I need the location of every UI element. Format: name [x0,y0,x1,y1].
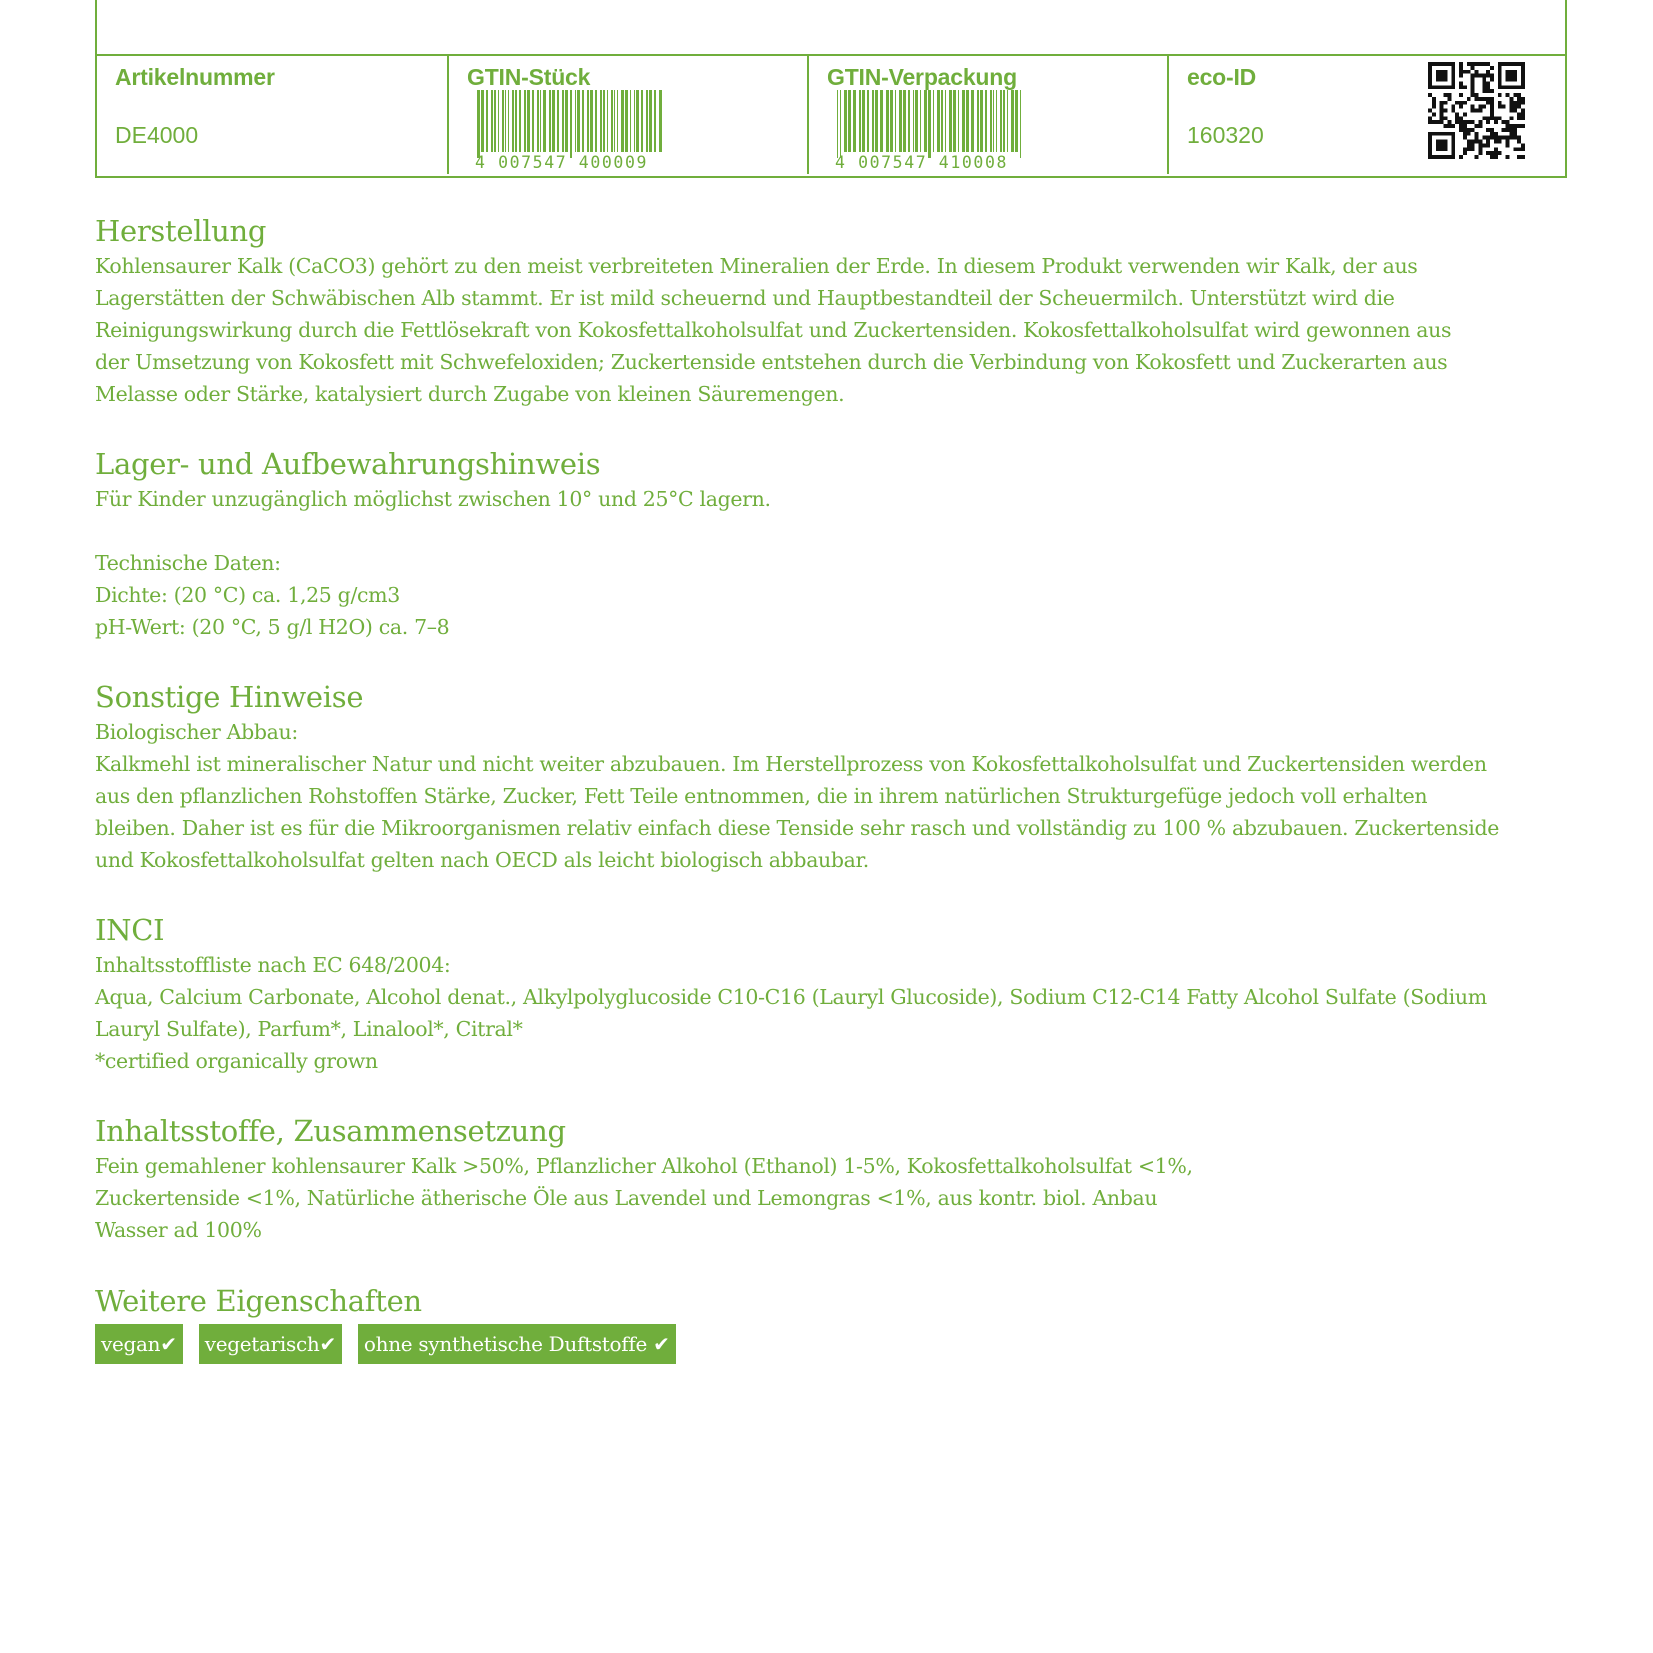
heading-lager: Lager- und Aufbewahrungshinweis [95,447,601,481]
text-line: Kalkmehl ist mineralischer Natur und nicht weiter abzubauen. Im Herstellprozess von Kokosfettalkoholsulfat und Zuckertensiden werden [95,752,1487,776]
text-line: Fein gemahlener kohlensaurer Kalk >50%, Pflanzlicher Alkohol (Ethanol) 1-5%, Kokosfettalkoholsulfat <1%, [95,1154,1193,1178]
text-line: Reinigungswirkung durch die Fettlösekraft von Kokosfettalkoholsulfat und Zuckertensiden. Kokosfettalkoholsulfat wird gewonnen aus [95,318,1452,342]
gtin-pack-barcode [835,90,1025,172]
gtin-piece-digits: 4 007547 400009 [475,153,649,172]
barcode-icon [835,90,1025,158]
eco-id-value: 160320 [1187,122,1264,148]
tag-vegan: vegan✔ [95,1324,183,1364]
text-line: *certified organically grown [95,1049,378,1073]
section-weitere [95,1282,1595,1364]
qr-code-icon[interactable] [1428,62,1525,159]
gtin-piece-cell [449,56,807,174]
text-line: aus den pflanzlichen Rohstoffen Stärke, Zucker, Fett Teile entnommen, die in ihrem natürlichen Strukturgefüge jedoch voll erhalten [95,784,1428,808]
gtin-pack-digits: 4 007547 410008 [835,153,1009,172]
text-line: Biologischer Abbau: [95,720,298,744]
section-sonstige [95,678,1595,876]
text-line: Lauryl Sulfate), Parfum*, Linalool*, Citral* [95,1017,523,1041]
heading-inci: INCI [95,913,165,947]
text-line: Für Kinder unzugänglich möglichst zwischen 10° und 25°C lagern. [95,487,771,511]
article-number-value: DE4000 [115,122,199,148]
section-inci [95,911,1595,1077]
text-line: Dichte: (20 °C) ca. 1,25 g/cm3 [95,583,400,607]
text-line: Inhaltsstoffliste nach EC 648/2004: [95,953,451,977]
gtin-piece-barcode [475,90,665,172]
section-herstellung [95,212,1595,410]
gtin-piece-label: GTIN-Stück [467,64,591,90]
gtin-pack-cell [809,56,1167,174]
text-line: Zuckertenside <1%, Natürliche ätherische Öle aus Lavendel und Lemongras <1%, aus kontr. biol. Anbau [95,1186,1158,1210]
text-line: bleiben. Daher ist es für die Mikroorganismen relativ einfach diese Tenside sehr rasch und vollständig zu 100 % abzubauen. Zuckertenside [95,816,1500,840]
section-lager [95,445,1595,643]
text-line: Melasse oder Stärke, katalysiert durch Zugabe von kleinen Säuremengen. [95,382,845,406]
product-info-box [95,0,1567,178]
section-inhaltsstoffe [95,1112,1595,1246]
text-line: Technische Daten: [95,551,281,575]
text-line: und Kokosfettalkoholsulfat gelten nach OECD als leicht biologisch abbaubar. [95,848,869,872]
gtin-pack-label: GTIN-Verpackung [827,64,1017,90]
article-number-label: Artikelnummer [115,64,275,90]
eco-id-label: eco-ID [1187,64,1257,90]
barcode-icon [475,90,665,158]
text-line: pH-Wert: (20 °C, 5 g/l H2O) ca. 7–8 [95,615,450,639]
text-line: Wasser ad 100% [95,1218,262,1242]
text-line: Lagerstätten der Schwäbischen Alb stammt. Er ist mild scheuernd und Hauptbestandteil der Scheuermilch. Unterstützt wird die [95,286,1395,310]
property-tags [95,1324,1595,1364]
tag-vegetarisch: vegetarisch✔ [199,1324,342,1364]
heading-sonstige: Sonstige Hinweise [95,680,364,714]
text-line: Kohlensaurer Kalk (CaCO3) gehört zu den meist verbreiteten Mineralien der Erde. In diesem Produkt verwenden wir Kalk, der aus [95,254,1418,278]
heading-weitere: Weitere Eigenschaften [95,1284,422,1318]
heading-herstellung: Herstellung [95,214,267,248]
heading-inhaltsstoffe: Inhaltsstoffe, Zusammensetzung [95,1114,566,1148]
article-number-cell [97,56,447,174]
text-line: der Umsetzung von Kokosfett mit Schwefeloxiden; Zuckertenside entstehen durch die Verbindung von Kokosfett und Zuckerarten aus [95,350,1448,374]
tag-ohne-duftstoffe: ohne synthetische Duftstoffe ✔ [358,1324,676,1364]
text-line: Aqua, Calcium Carbonate, Alcohol denat., Alkylpolyglucoside C10-C16 (Lauryl Glucoside), Sodium C12-C14 Fatty Alcohol Sulfate (Sodium [95,985,1487,1009]
